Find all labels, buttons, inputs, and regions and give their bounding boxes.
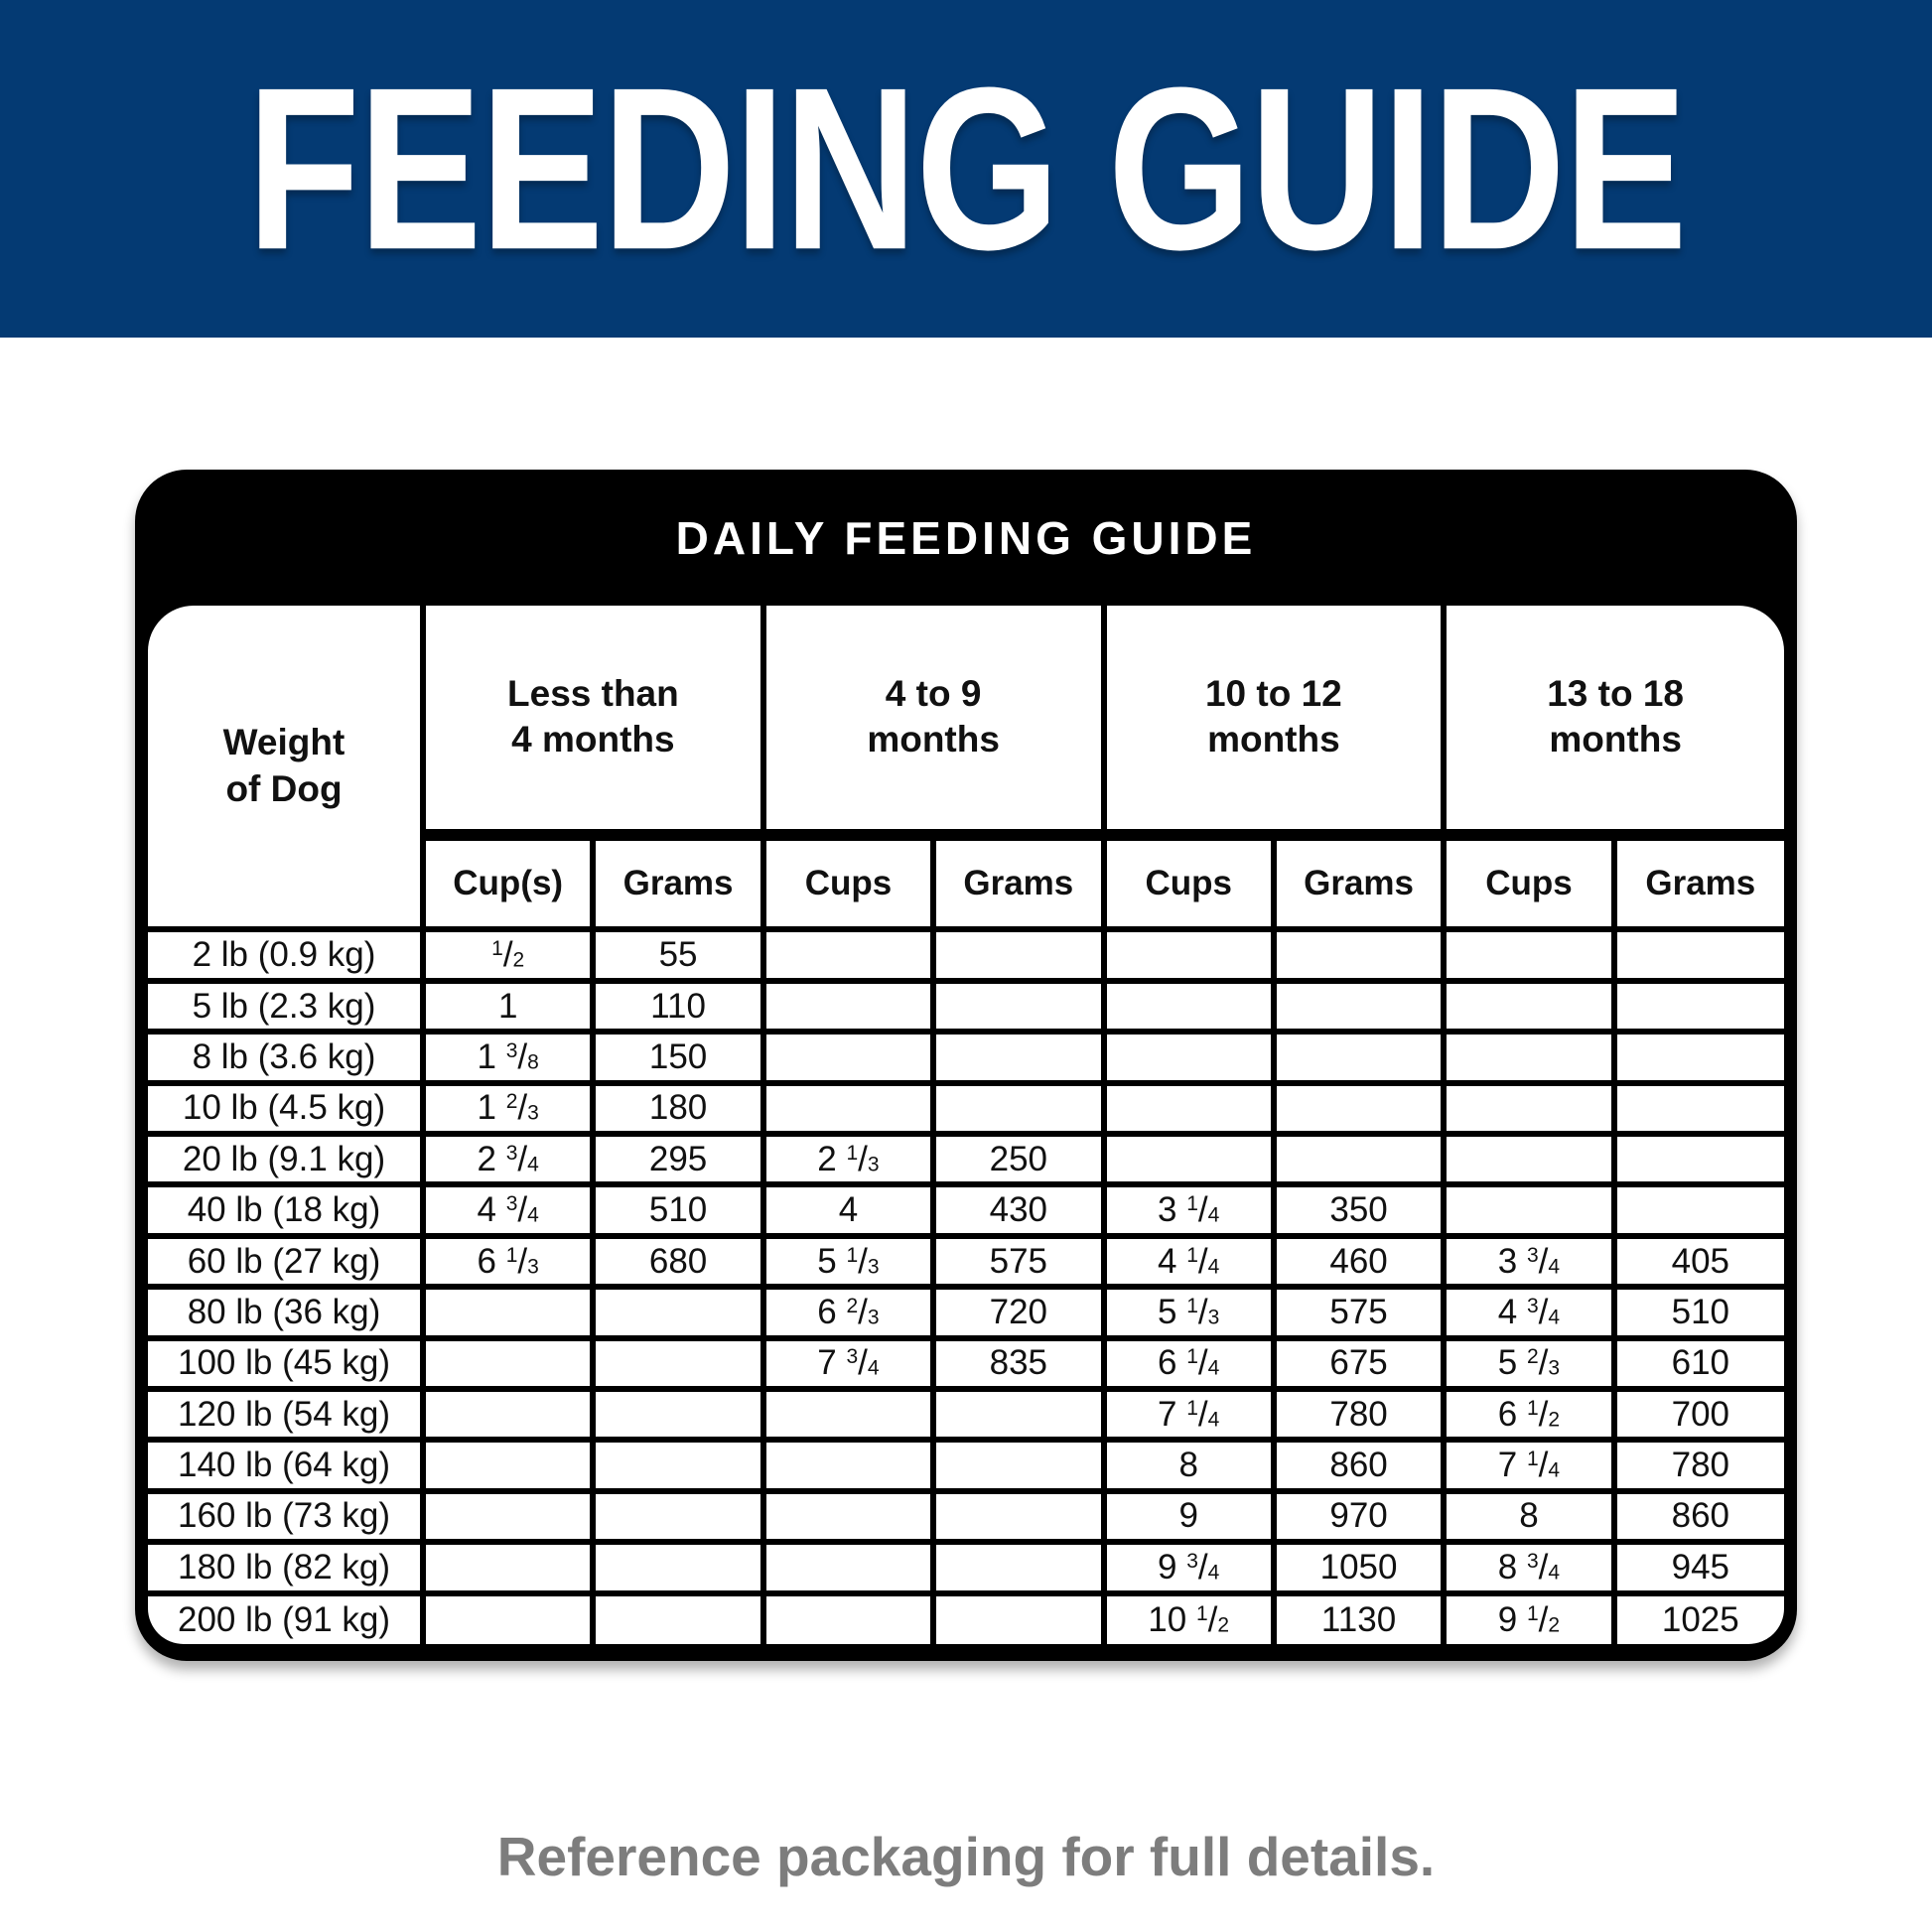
table-row [148,1389,1784,1440]
cups-cell [423,1338,593,1389]
cups-cell: 7 $^1/_4$ [1104,1389,1274,1440]
cups-cell: 3 $^3/_4$ [1444,1236,1613,1287]
grams-cell [593,1542,762,1592]
grams-cell: 860 [1614,1491,1784,1542]
weight-cell: 2 lb (0.9 kg) [148,929,423,980]
cups-cell [1104,1032,1274,1082]
grams-cell: 1025 [1614,1593,1784,1644]
cups-cell [1444,1184,1613,1235]
weight-cell: 200 lb (91 kg) [148,1593,423,1644]
grams-cell: 780 [1614,1440,1784,1490]
grams-cell [1614,929,1784,980]
table-row [148,1542,1784,1592]
cups-cell [1444,1032,1613,1082]
cups-cell [763,1542,933,1592]
cups-cell [1104,1083,1274,1134]
grams-cell: 110 [593,981,762,1032]
grams-cell: 1130 [1274,1593,1444,1644]
grams-cell: 575 [933,1236,1103,1287]
weight-cell: 140 lb (64 kg) [148,1440,423,1490]
cups-cell [763,929,933,980]
cups-cell [423,1287,593,1337]
cups-cell [423,1542,593,1592]
grams-cell [593,1440,762,1490]
cups-cell: 4 $^1/_4$ [1104,1236,1274,1287]
age-group-header-3: 13 to 18 months [1444,606,1784,835]
cups-header-3: Cups [1444,835,1613,930]
footer-note: Reference packaging for full details. [496,1826,1436,1887]
cups-cell: 2 $^1/_3$ [763,1134,933,1184]
grams-cell: 510 [593,1184,762,1235]
cups-cell [423,1389,593,1440]
weight-cell: 5 lb (2.3 kg) [148,981,423,1032]
table-row [148,929,1784,980]
cups-cell [763,1491,933,1542]
grams-cell: 150 [593,1032,762,1082]
grams-cell: 55 [593,929,762,980]
weight-cell: 80 lb (36 kg) [148,1287,423,1337]
cups-cell: 8 [1104,1440,1274,1490]
grams-cell [933,1083,1103,1134]
cups-cell: 5 $^1/_3$ [763,1236,933,1287]
cups-cell: 7 $^3/_4$ [763,1338,933,1389]
grams-cell: 720 [933,1287,1103,1337]
grams-header-1: Grams [933,835,1103,930]
weight-cell: 180 lb (82 kg) [148,1542,423,1592]
cups-header-0: Cup(s) [423,835,593,930]
grams-cell [593,1287,762,1337]
weight-cell: 10 lb (4.5 kg) [148,1083,423,1134]
cups-cell: 8 $^3/_4$ [1444,1542,1613,1592]
table-row [148,1593,1784,1644]
cups-cell: 4 [763,1184,933,1235]
grams-header-0: Grams [593,835,762,930]
cups-cell [1444,1083,1613,1134]
table-row [148,1032,1784,1082]
cups-header-2: Cups [1104,835,1274,930]
table-area [148,606,1784,1644]
grams-cell [933,1389,1103,1440]
cups-cell: 3 $^1/_4$ [1104,1184,1274,1235]
weight-cell: 160 lb (73 kg) [148,1491,423,1542]
cups-cell [1444,981,1613,1032]
cups-cell [1104,929,1274,980]
grams-cell [933,929,1103,980]
grams-cell: 700 [1614,1389,1784,1440]
cups-cell: 1 $^3/_8$ [423,1032,593,1082]
age-group-header-2: 10 to 12 months [1104,606,1445,835]
cups-cell: 1 $^2/_3$ [423,1083,593,1134]
cups-cell: 5 $^1/_3$ [1104,1287,1274,1337]
table-row [148,1236,1784,1287]
grams-cell [933,1440,1103,1490]
cups-cell: $^1/_2$ [423,929,593,980]
cups-cell: 10 $^1/_2$ [1104,1593,1274,1644]
grams-header-3: Grams [1614,835,1784,930]
grams-cell [1614,981,1784,1032]
grams-cell [1274,1032,1444,1082]
cups-cell [763,1032,933,1082]
cups-cell [763,1440,933,1490]
cups-cell: 1 [423,981,593,1032]
feeding-guide-banner [0,0,1932,338]
weight-cell: 60 lb (27 kg) [148,1236,423,1287]
grams-cell: 250 [933,1134,1103,1184]
cups-cell [763,1593,933,1644]
page-title: FEEDING GUIDE [246,39,1686,298]
grams-cell [933,981,1103,1032]
grams-cell [1274,1083,1444,1134]
table-row [148,1338,1784,1389]
cups-cell: 7 $^1/_4$ [1444,1440,1613,1490]
cups-cell [1444,929,1613,980]
cups-cell [763,1389,933,1440]
weight-cell: 8 lb (3.6 kg) [148,1032,423,1082]
cups-cell: 9 $^3/_4$ [1104,1542,1274,1592]
grams-cell: 510 [1614,1287,1784,1337]
cups-cell: 6 $^2/_3$ [763,1287,933,1337]
cups-cell [423,1440,593,1490]
cups-cell: 5 $^2/_3$ [1444,1338,1613,1389]
cups-cell: 6 $^1/_2$ [1444,1389,1613,1440]
cups-cell: 4 $^3/_4$ [1444,1287,1613,1337]
grams-cell: 350 [1274,1184,1444,1235]
table-row [148,1287,1784,1337]
cups-cell [1104,1134,1274,1184]
grams-cell: 460 [1274,1236,1444,1287]
table-title: DAILY FEEDING GUIDE [675,511,1257,564]
cups-cell [763,1083,933,1134]
weight-cell: 40 lb (18 kg) [148,1184,423,1235]
grams-cell [1274,1134,1444,1184]
grams-cell: 1050 [1274,1542,1444,1592]
grams-cell: 860 [1274,1440,1444,1490]
cups-cell [1444,1134,1613,1184]
table-row [148,1440,1784,1490]
cups-cell [423,1593,593,1644]
cups-cell [423,1491,593,1542]
table-row [148,1491,1784,1542]
cups-cell: 6 $^1/_4$ [1104,1338,1274,1389]
grams-cell: 405 [1614,1236,1784,1287]
weight-cell: 20 lb (9.1 kg) [148,1134,423,1184]
grams-cell: 180 [593,1083,762,1134]
age-group-header-1: 4 to 9 months [763,606,1104,835]
cups-cell: 9 [1104,1491,1274,1542]
grams-cell: 780 [1274,1389,1444,1440]
age-group-header-0: Less than 4 months [423,606,763,835]
grams-cell: 970 [1274,1491,1444,1542]
weight-cell: 100 lb (45 kg) [148,1338,423,1389]
cups-cell: 8 [1444,1491,1613,1542]
grams-cell: 430 [933,1184,1103,1235]
table-row [148,1184,1784,1235]
cups-cell [763,981,933,1032]
feeding-table [148,606,1784,1644]
cups-cell: 2 $^3/_4$ [423,1134,593,1184]
daily-feeding-guide-card [135,470,1797,1661]
grams-cell [1614,1083,1784,1134]
grams-cell [593,1389,762,1440]
grams-cell [933,1542,1103,1592]
cups-cell: 4 $^3/_4$ [423,1184,593,1235]
grams-cell [933,1491,1103,1542]
cups-cell: 9 $^1/_2$ [1444,1593,1613,1644]
grams-cell [593,1338,762,1389]
cups-header-1: Cups [763,835,933,930]
cups-cell: 6 $^1/_3$ [423,1236,593,1287]
grams-cell [1614,1032,1784,1082]
weight-of-dog-header: Weight of Dog [148,606,423,929]
grams-cell: 575 [1274,1287,1444,1337]
grams-cell [933,1593,1103,1644]
grams-cell: 675 [1274,1338,1444,1389]
grams-cell [1274,929,1444,980]
cups-cell [1104,981,1274,1032]
grams-cell [1274,981,1444,1032]
grams-cell [1614,1134,1784,1184]
grams-cell [593,1593,762,1644]
weight-cell: 120 lb (54 kg) [148,1389,423,1440]
grams-cell: 945 [1614,1542,1784,1592]
grams-header-2: Grams [1274,835,1444,930]
grams-cell [933,1032,1103,1082]
grams-cell [593,1491,762,1542]
grams-cell: 835 [933,1338,1103,1389]
table-row [148,981,1784,1032]
grams-cell [1614,1184,1784,1235]
table-row [148,1134,1784,1184]
grams-cell: 610 [1614,1338,1784,1389]
grams-cell: 295 [593,1134,762,1184]
table-row [148,1083,1784,1134]
grams-cell: 680 [593,1236,762,1287]
